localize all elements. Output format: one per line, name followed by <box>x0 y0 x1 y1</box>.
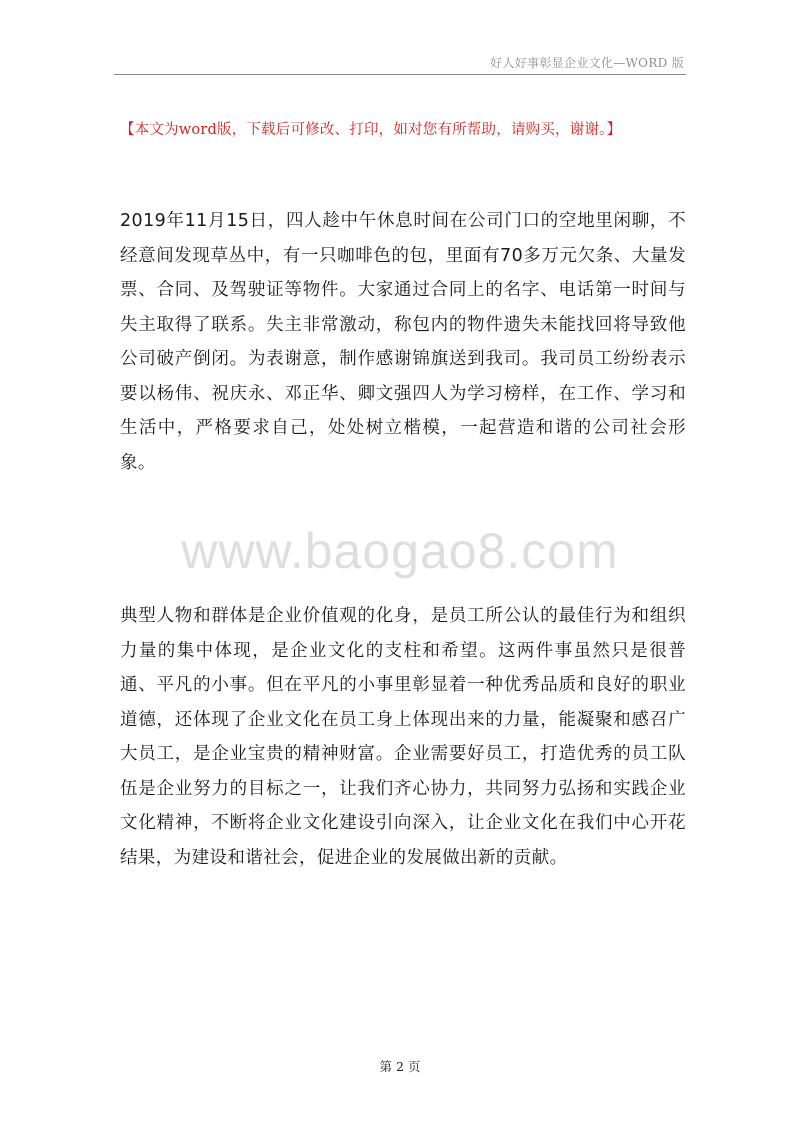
watermark-text: www.baogao8.com <box>181 523 619 579</box>
header-divider <box>114 74 686 75</box>
body-paragraph-2: 典型人物和群体是企业价值观的化身，是员工所公认的最佳行为和组织力量的集中体现，是企业文化的支柱和希望。这两件事虽然只是很普通、平凡的小事。但在平凡的小事里彰显着一种优秀品质和良好的职业道德，还体现了企业文化在员工身上体现出来的力量，能凝聚和感召广大员工，是企业宝贵的精神财富。企业需要好员工，打造优秀的员工队伍是企业努力的目标之一，让我们齐心协力，共同努力弘扬和实践企业文化精神，不断将企业文化建设引向深入，让企业文化在我们中心开花结果，为建设和谐社会，促进企业的发展做出新的贡献。 <box>120 606 686 868</box>
purchase-notice: 【本文为word版，下载后可修改、打印，如对您有所帮助，请购买，谢谢。】 <box>120 122 622 138</box>
page-number: 第 2 页 <box>379 1059 421 1074</box>
running-header: 好人好事彰显企业文化—WORD 版 <box>490 56 684 70</box>
body-paragraph-1: 2019年11月15日，四人趁中午休息时间在公司门口的空地里闲聊，不经意间发现草丛中，有一只咖啡色的包，里面有70多万元欠条、大量发票、合同、及驾驶证等物件。大家通过合同上的名字、电话第一时间与失主取得了联系。失主非常激动，称包内的物件遗失未能找回将导致他公司破产倒闭。为表谢意，制作感谢锦旗送到我司。我司员工纷纷表示要以杨伟、祝庆永、邓正华、卿文强四人为学习榜样，在工作、学习和生活中，严格要求自己，处处树立楷模，一起营造和谐的公司社会形象。 <box>120 211 686 473</box>
